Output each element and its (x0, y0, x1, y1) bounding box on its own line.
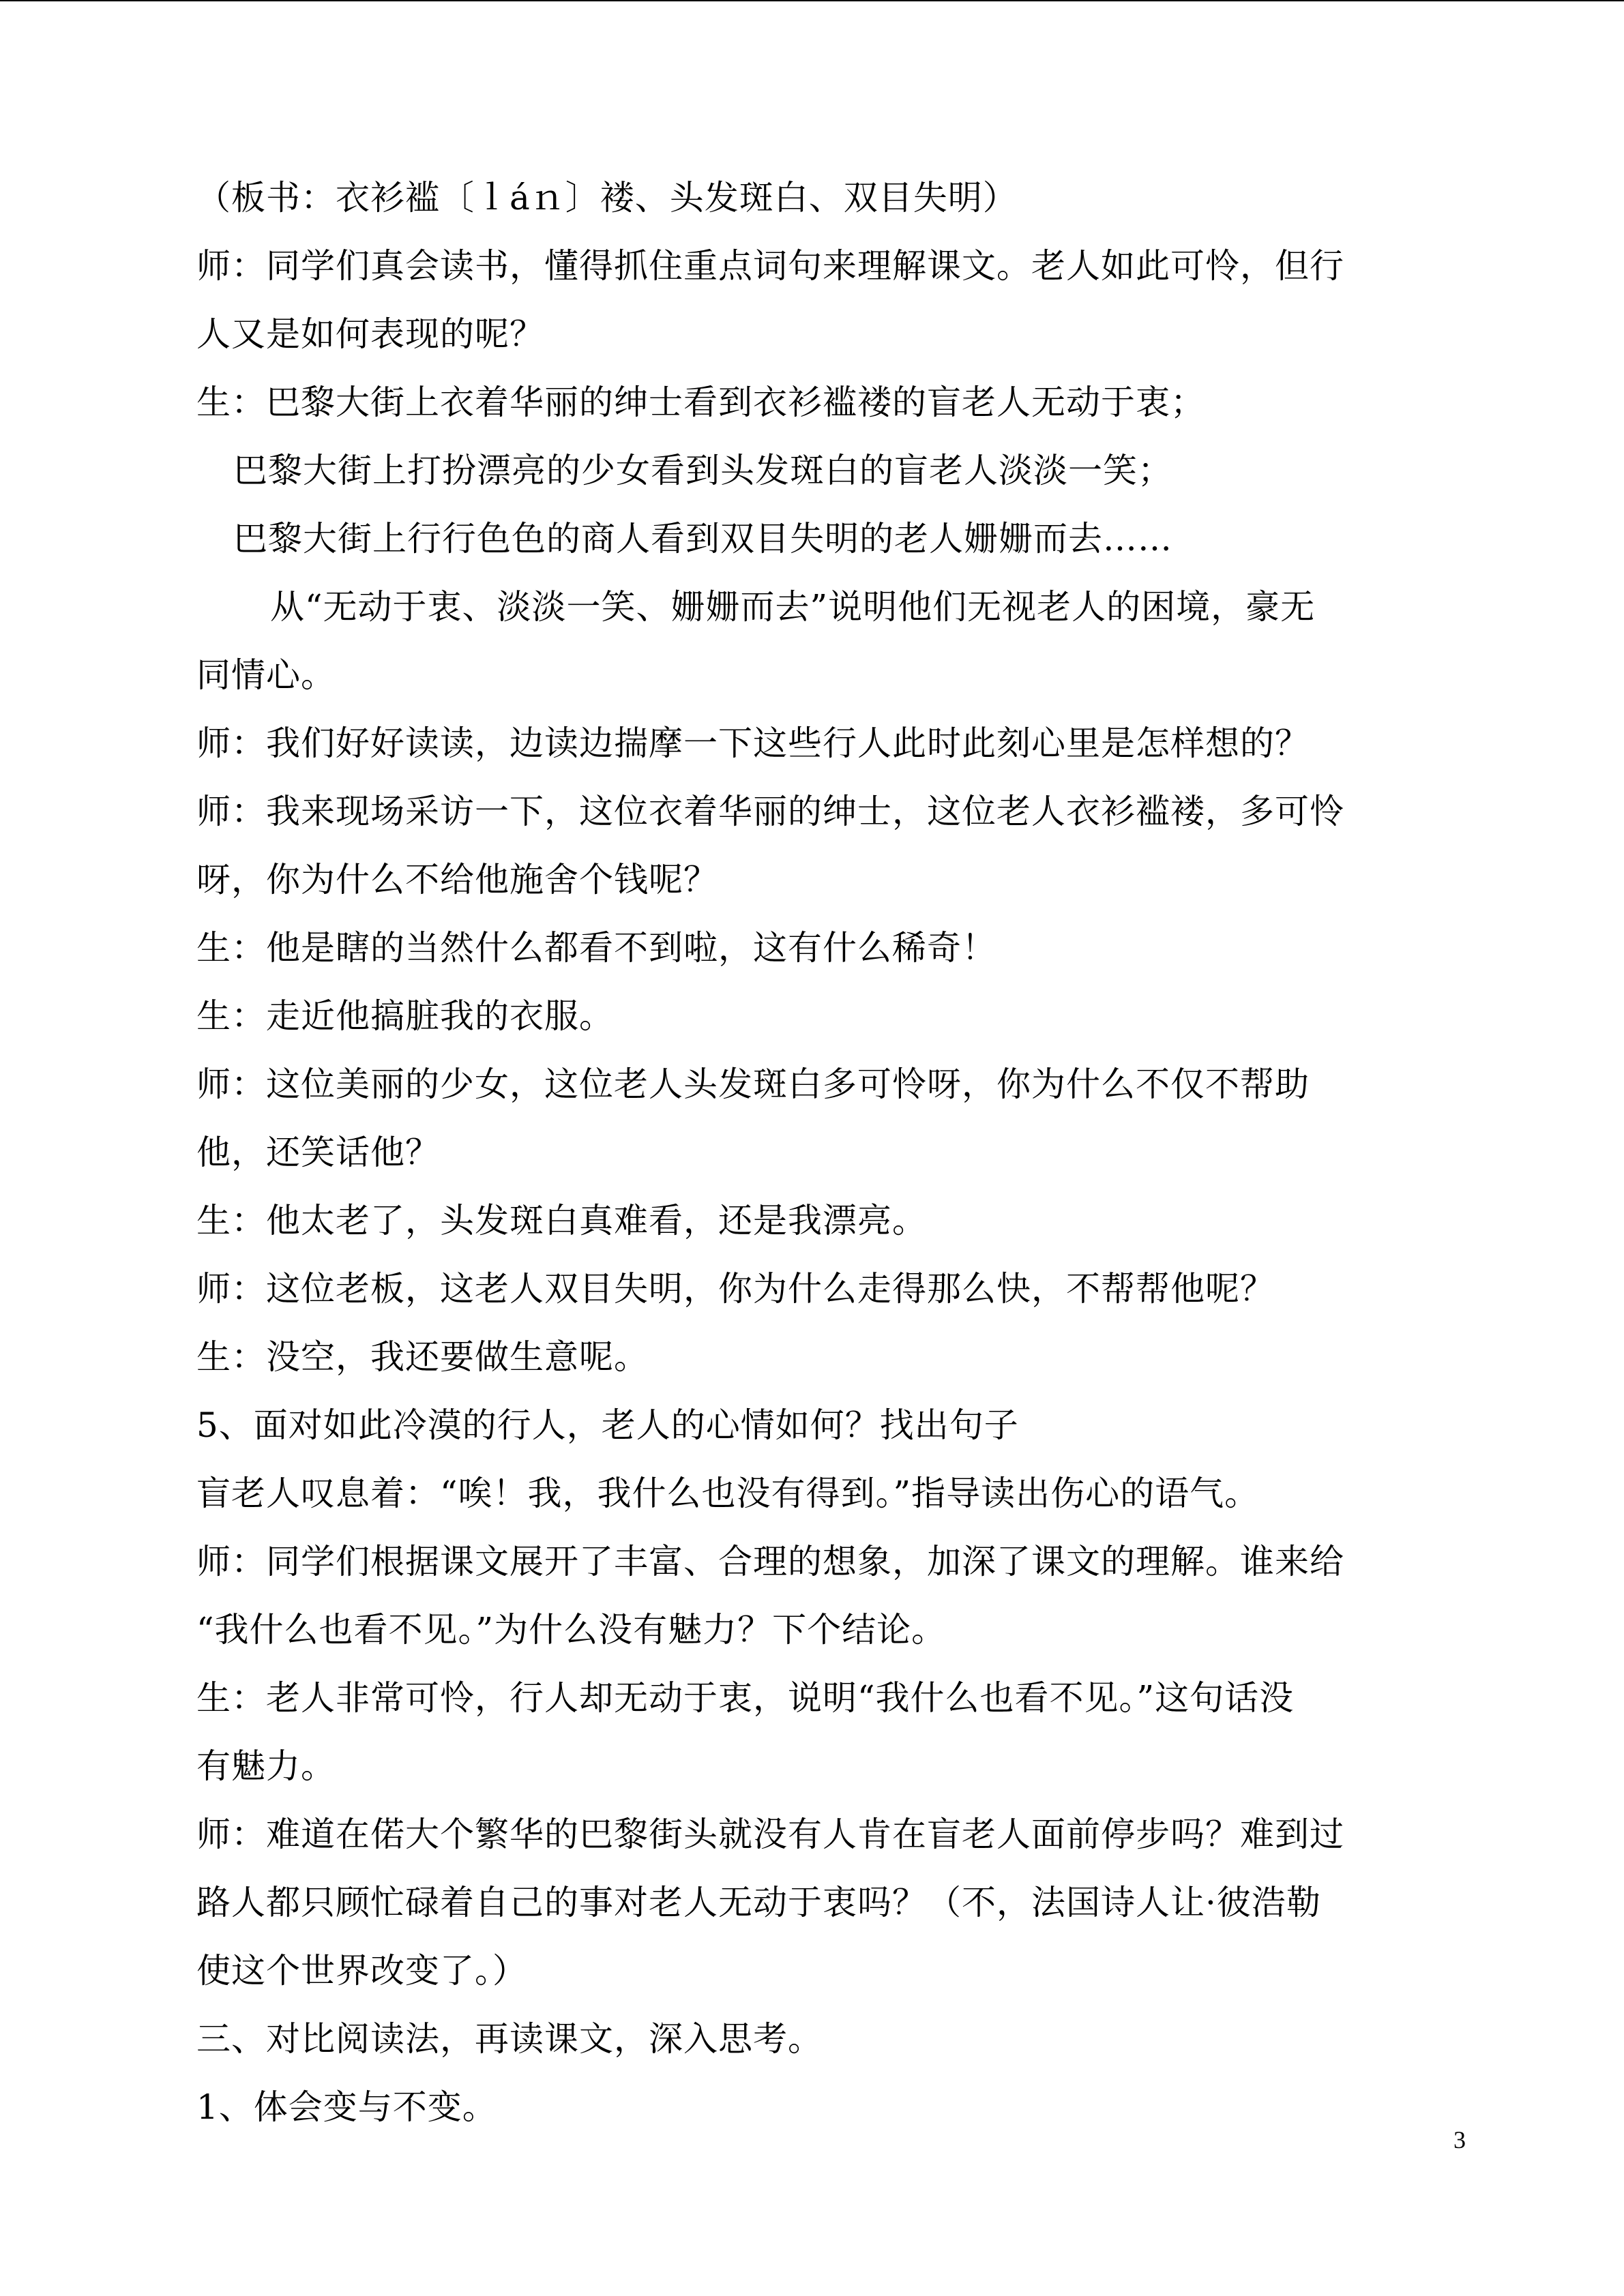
text-line: 1、体会变与不变。 (196, 2087, 497, 2127)
text-line: 师：我们好好读读，边读边揣摩一下这些行人此时此刻心里是怎样想的？ (196, 724, 1310, 763)
text-line: 生：他是瞎的当然什么都看不到啦，这有什么稀奇！ (196, 928, 996, 968)
text-line: 师：同学们根据课文展开了丰富、合理的想象，加深了课文的理解。谁来给 (196, 1542, 1344, 1581)
text-line: 有魅力。 (196, 1746, 336, 1786)
text-line: 使这个世界改变了。） (196, 1951, 527, 1991)
text-line: 从“无动于衷、淡淡一笑、姗姗而去”说明他们无视老人的困境，豪无 (270, 587, 1316, 627)
text-line: 呀，你为什么不给他施舍个钱呢？ (196, 860, 718, 899)
text-line: 5、面对如此冷漠的行人，老人的心情如何？找出句子 (196, 1405, 1019, 1445)
text-line: 生：没空，我还要做生意呢。 (196, 1337, 649, 1377)
text-line: 生：他太老了，头发斑白真难看，还是我漂亮。 (196, 1201, 927, 1240)
text-line: 师：难道在偌大个繁华的巴黎街头就没有人肯在盲老人面前停步吗？难到过 (196, 1815, 1344, 1854)
text-line: 师：这位老板，这老人双目失明，你为什么走得那么快，不帮帮他呢？ (196, 1269, 1275, 1309)
text-line: 生：老人非常可怜，行人却无动于衷，说明“我什么也看不见。”这句话没 (196, 1678, 1295, 1718)
text-line: 巴黎大街上行行色色的商人看到双目失明的老人姗姗而去…… (233, 519, 1172, 558)
text-line: 他，还笑话他？ (196, 1133, 440, 1172)
page-number: 3 (1453, 2126, 1466, 2153)
text-line: 人又是如何表现的呢？ (196, 314, 544, 354)
text-line: （板书：衣衫褴〔ｌáｎ〕褛、头发斑白、双目失明） (196, 178, 1018, 218)
text-line: 巴黎大街上打扮漂亮的少女看到头发斑白的盲老人淡淡一笑； (233, 451, 1172, 490)
text-line: 师：我来现场采访一下，这位衣着华丽的绅士，这位老人衣衫褴褛，多可怜 (196, 792, 1344, 831)
text-line: 师：这位美丽的少女，这位老人头发斑白多可怜呀，你为什么不仅不帮助 (196, 1064, 1310, 1104)
text-line: 三、对比阅读法，再读课文，深入思考。 (196, 2019, 823, 2059)
text-line: 生：巴黎大街上衣着华丽的绅士看到衣衫褴褛的盲老人无动于衷； (196, 383, 1205, 422)
page-top-border (0, 0, 1624, 1)
document-body (196, 164, 1465, 2141)
text-line: 师：同学们真会读书，懂得抓住重点词句来理解课文。老人如此可怜，但行 (196, 246, 1344, 286)
text-line: 盲老人叹息着：“唉！我，我什么也没有得到。”指导读出伤心的语气。 (196, 1474, 1260, 1513)
text-line: 路人都只顾忙碌着自己的事对老人无动于衷吗？（不，法国诗人让·彼浩勒 (196, 1883, 1321, 1922)
text-line: 同情心。 (196, 655, 336, 695)
text-line: 生：走近他搞脏我的衣服。 (196, 996, 614, 1036)
text-line: “我什么也看不见。”为什么没有魅力？下个结论。 (196, 1610, 947, 1650)
